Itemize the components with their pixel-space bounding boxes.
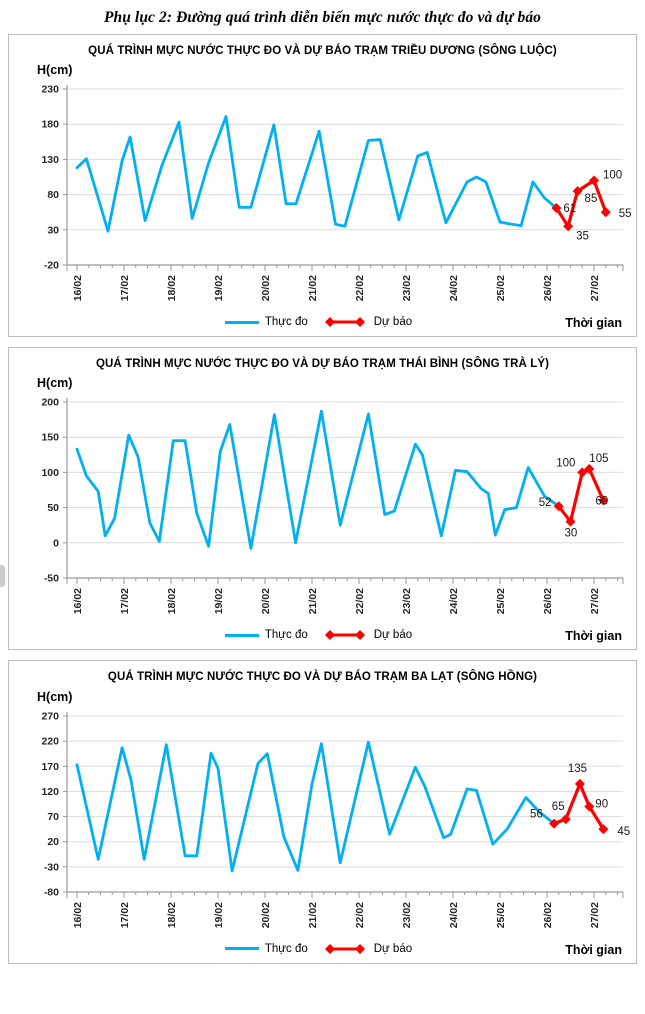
forecast-data-label: 135 (567, 762, 588, 775)
x-tick-label: 20/02 (260, 275, 272, 302)
forecast-point-diamond (561, 814, 571, 824)
x-tick-label: 16/02 (72, 588, 84, 615)
x-tick-label: 18/02 (166, 588, 178, 615)
y-tick-label: 150 (41, 432, 59, 445)
y-tick-label: 70 (47, 810, 59, 823)
legend-label-measured: Thực đo (264, 942, 308, 955)
x-tick-label: 25/02 (495, 901, 507, 928)
y-gridlines (67, 716, 623, 892)
forecast-data-label: 61 (563, 203, 577, 216)
y-tick-label: -80 (43, 886, 59, 899)
forecast-point-diamond (575, 779, 585, 789)
page-title: Phụ lục 2: Đường quá trình diễn biến mực nước thực đo và dự báo (103, 9, 542, 26)
y-tick-label: 130 (41, 154, 59, 167)
x-tick-label: 26/02 (542, 901, 554, 928)
x-tick-label: 25/02 (495, 275, 507, 302)
forecast-data-label: 56 (530, 808, 543, 821)
forecast-data-label: 60 (595, 495, 609, 508)
chart-title: QUÁ TRÌNH MỰC NƯỚC THỰC ĐO VÀ DỰ BÁO TRẠM BA LẠT (SÔNG HỒNG) (107, 671, 538, 684)
axes (41, 84, 623, 302)
x-tick-label: 16/02 (72, 901, 84, 928)
forecast-data-label: 30 (564, 528, 578, 541)
chart-title: QUÁ TRÌNH MỰC NƯỚC THỰC ĐO VÀ DỰ BÁO TRẠM THÁI BÌNH (SÔNG TRÀ LÝ) (95, 358, 550, 371)
forecast-data-label: 90 (595, 798, 609, 811)
y-tick-label: 200 (41, 396, 59, 409)
x-tick-label: 27/02 (589, 275, 601, 302)
y-tick-label: 230 (41, 83, 59, 96)
forecast-line-swatch (322, 943, 368, 955)
legend (15, 311, 630, 333)
y-tick-label: -50 (43, 572, 59, 585)
x-tick-label: 19/02 (213, 275, 225, 302)
x-tick-label: 24/02 (448, 901, 460, 928)
y-axis-title: H(cm) (37, 376, 73, 391)
measured-line-swatch (225, 947, 259, 950)
y-tick-label: -20 (43, 259, 59, 272)
legend-row (15, 311, 630, 333)
x-tick-label: 19/02 (213, 901, 225, 928)
y-tick-label: 270 (41, 710, 59, 723)
chart-title: QUÁ TRÌNH MỰC NƯỚC THỰC ĐO VÀ DỰ BÁO TRẠM TRIỀU DƯƠNG (SÔNG LUỘC) (88, 45, 557, 57)
forecast-line-swatch (322, 629, 368, 641)
chart-card-trieu-duong (8, 34, 637, 337)
x-tick-label: 19/02 (213, 588, 225, 615)
x-axis-title: Thời gian (565, 629, 622, 644)
edge-marker (0, 565, 5, 587)
forecast-data-labels (539, 453, 609, 540)
forecast-data-label: 55 (618, 208, 632, 221)
forecast-data-label: 65 (551, 800, 565, 813)
x-tick-label: 17/02 (119, 275, 131, 302)
forecast-data-label: 100 (603, 169, 623, 182)
measured-line (77, 742, 554, 871)
plot-area (15, 77, 644, 313)
axes (41, 397, 623, 615)
x-tick-label: 26/02 (542, 275, 554, 302)
legend-label-measured: Thực đo (264, 316, 308, 329)
forecast-data-labels (530, 763, 630, 838)
forecast-data-label: 105 (589, 453, 609, 466)
y-gridlines (67, 89, 623, 265)
legend-label-measured: Thực đo (264, 629, 308, 642)
x-tick-label: 25/02 (495, 588, 507, 615)
y-tick-label: 170 (41, 760, 59, 773)
y-tick-label: 180 (41, 118, 59, 131)
y-axis-title: H(cm) (37, 63, 73, 78)
x-axis-title: Thời gian (565, 942, 622, 957)
x-tick-label: 22/02 (354, 901, 366, 928)
x-tick-label: 23/02 (401, 275, 413, 302)
x-tick-label: 26/02 (542, 588, 554, 615)
y-tick-label: 100 (41, 467, 59, 480)
legend-label-forecast: Dự báo (373, 629, 413, 642)
x-tick-label: 17/02 (119, 588, 131, 615)
x-tick-label: 17/02 (119, 901, 131, 928)
legend-label-forecast: Dự báo (373, 942, 413, 955)
legend-row (15, 938, 630, 960)
x-tick-label: 24/02 (448, 588, 460, 615)
x-tick-label: 21/02 (307, 901, 319, 928)
forecast-point-diamond (601, 207, 611, 217)
y-tick-label: 80 (47, 189, 59, 202)
plot-area (15, 704, 644, 940)
forecast-data-label: 52 (538, 497, 552, 510)
measured-line (77, 412, 559, 549)
forecast-data-label: 100 (556, 457, 576, 470)
legend-row (15, 624, 630, 646)
report-page (0, 9, 645, 1014)
x-tick-label: 18/02 (166, 275, 178, 302)
x-tick-label: 27/02 (589, 901, 601, 928)
x-tick-label: 18/02 (166, 901, 178, 928)
y-tick-label: 20 (47, 835, 59, 848)
x-tick-label: 22/02 (354, 588, 366, 615)
y-tick-label: -30 (43, 861, 59, 874)
chart-card-ba-lat (8, 660, 637, 963)
legend-label-forecast: Dự báo (373, 316, 413, 329)
x-tick-label: 22/02 (354, 275, 366, 302)
forecast-line-swatch (322, 316, 368, 328)
y-tick-label: 30 (47, 224, 59, 237)
x-tick-label: 21/02 (307, 275, 319, 302)
x-tick-label: 23/02 (401, 588, 413, 615)
measured-line-swatch (225, 634, 259, 637)
y-tick-label: 220 (41, 735, 59, 748)
x-tick-label: 27/02 (589, 588, 601, 615)
x-tick-label: 24/02 (448, 275, 460, 302)
legend (15, 938, 630, 960)
x-tick-label: 23/02 (401, 901, 413, 928)
x-tick-label: 20/02 (260, 901, 272, 928)
forecast-data-label: 85 (584, 193, 598, 206)
forecast-data-label: 35 (576, 230, 589, 243)
legend (15, 624, 630, 646)
chart-card-thai-binh (8, 347, 637, 650)
plot-area (15, 390, 644, 626)
x-axis-title: Thời gian (565, 316, 622, 331)
x-tick-label: 21/02 (307, 588, 319, 615)
measured-line-swatch (225, 321, 259, 324)
x-tick-label: 16/02 (72, 275, 84, 302)
x-tick-label: 20/02 (260, 588, 272, 615)
y-tick-label: 0 (53, 537, 59, 550)
y-tick-label: 120 (41, 785, 59, 798)
measured-line (77, 117, 556, 232)
forecast-data-label: 45 (617, 825, 631, 838)
y-axis-title: H(cm) (37, 689, 73, 704)
y-tick-label: 50 (47, 502, 59, 515)
